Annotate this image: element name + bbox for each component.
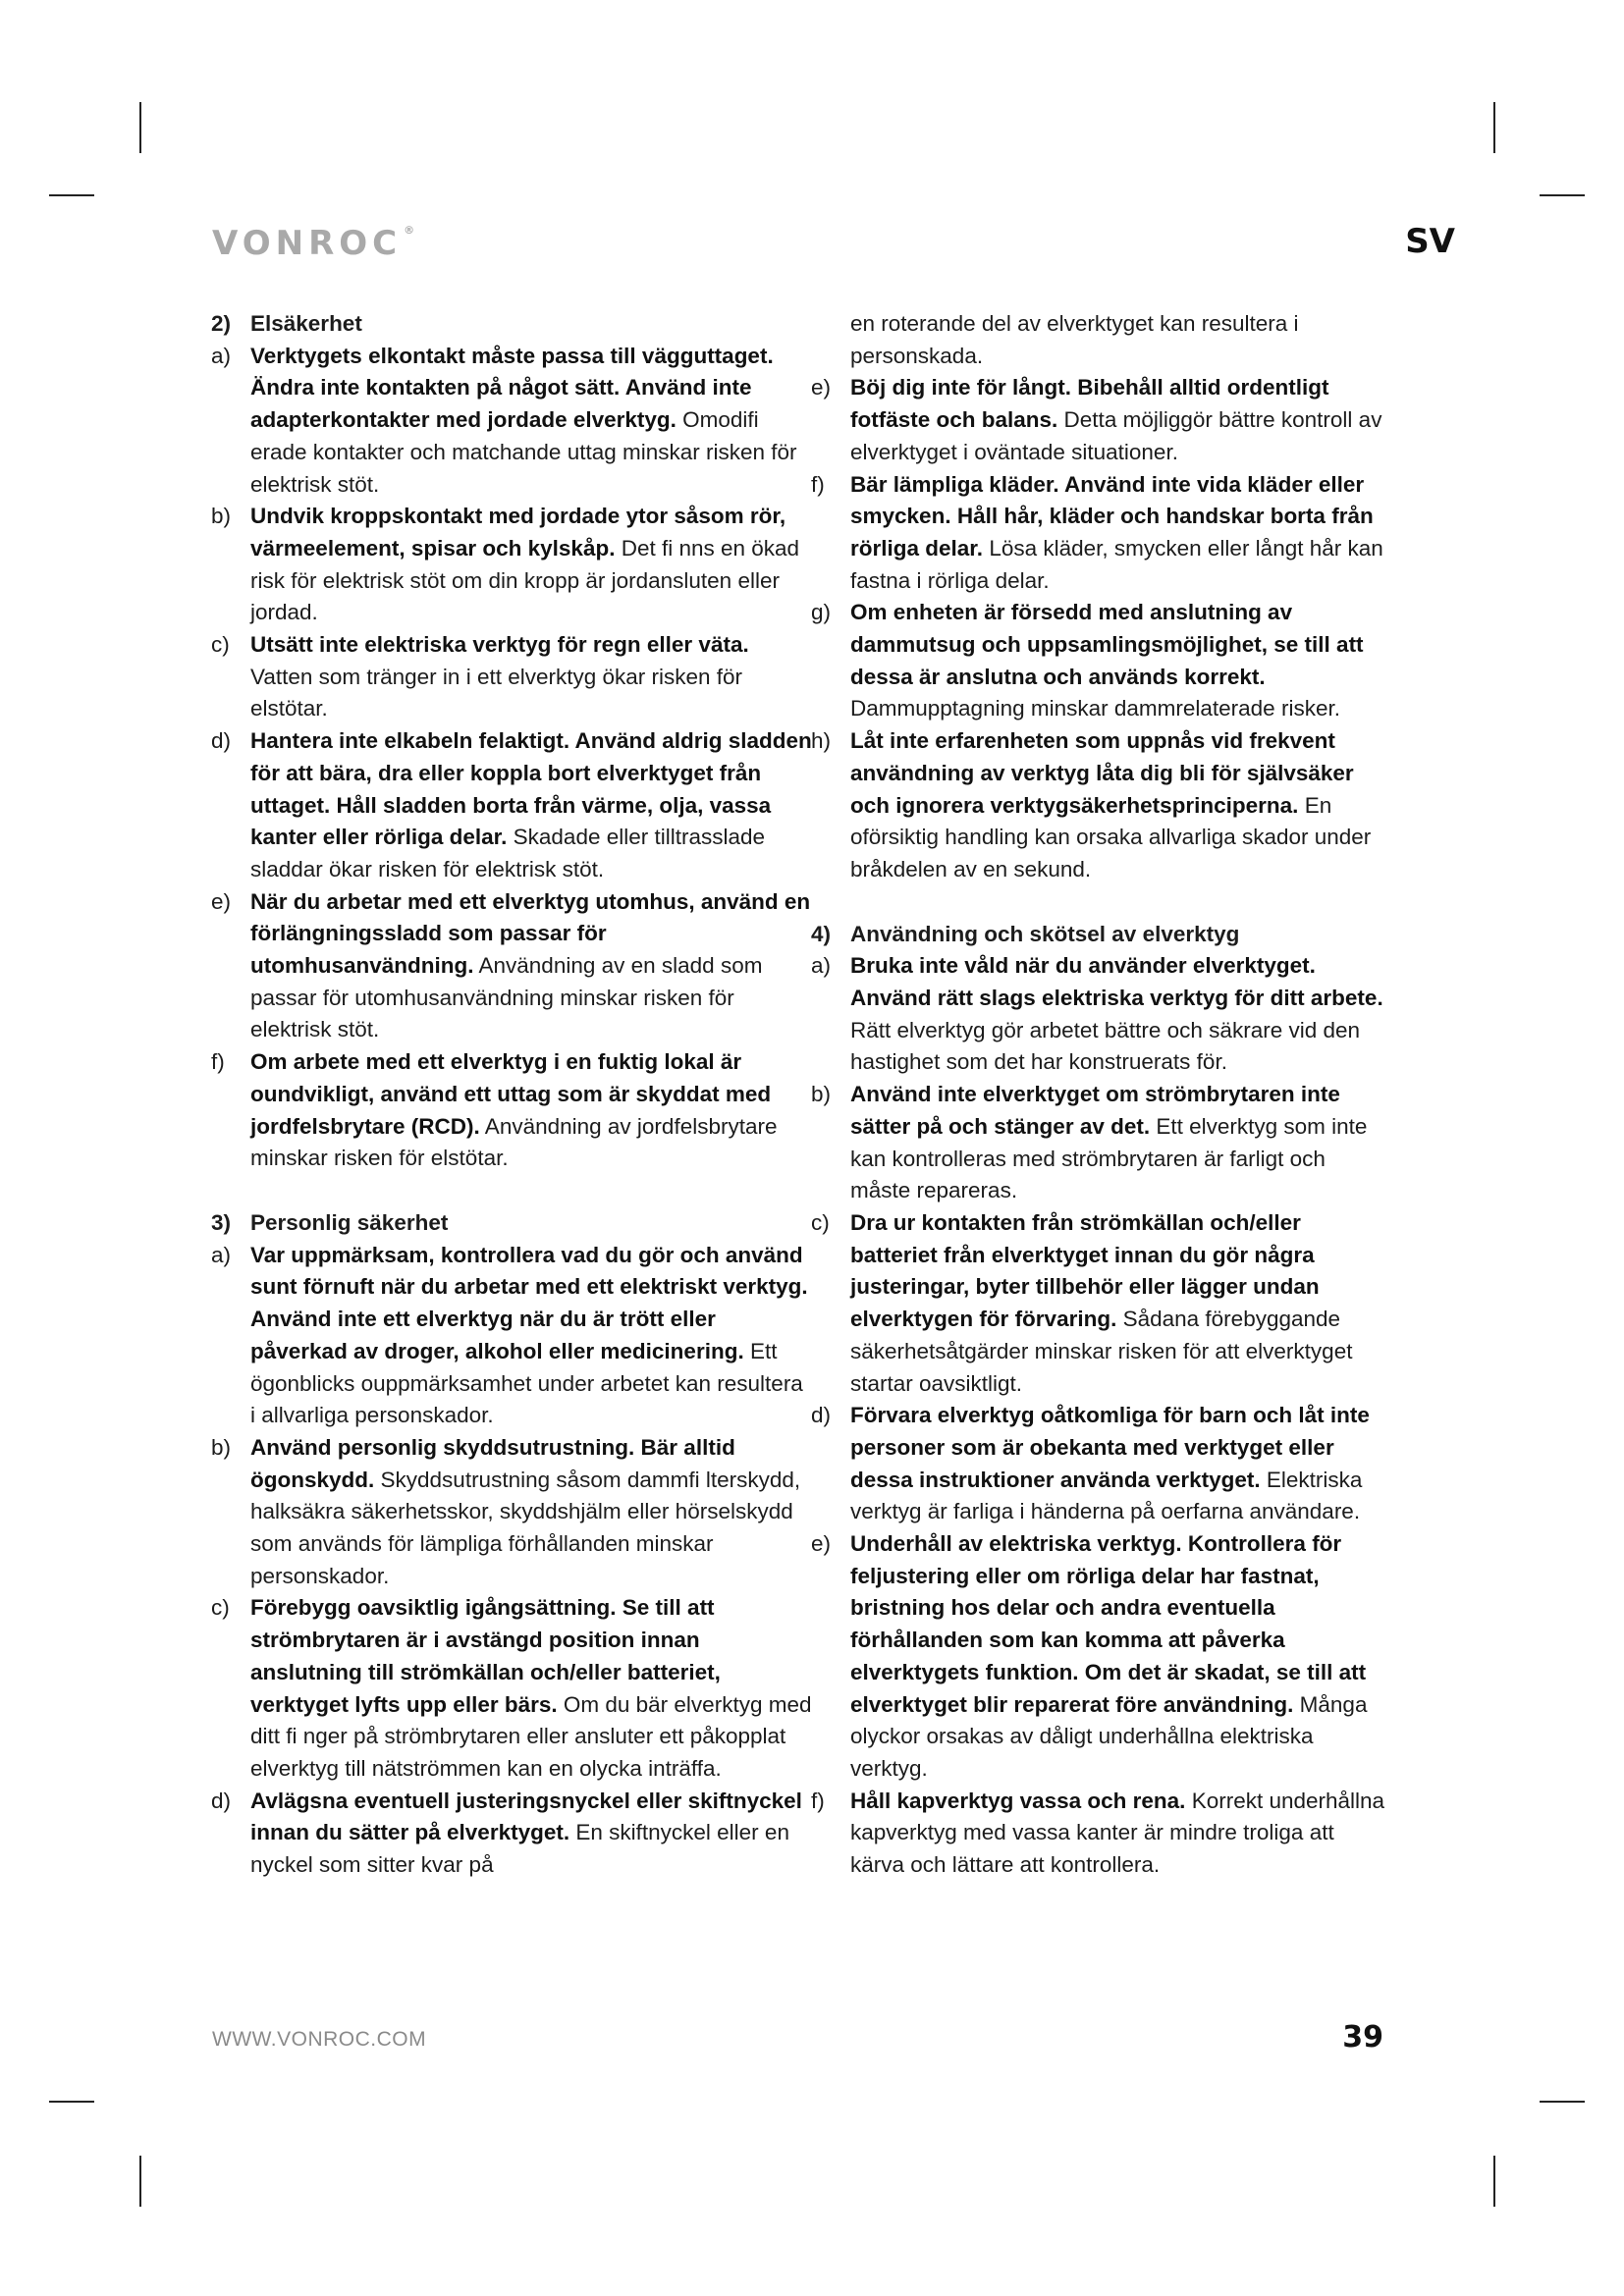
item-instruction: Om arbete med ett elverktyg i en fuktig lokal är oundvikligt, använd ett uttag som är skyddat med jordfelsbrytare (RCD). [250,1049,772,1139]
item-instruction: Dra ur kontakten från strömkällan och/eller batteriet från elverktyget innan du gör några justeringar, byter tillbehör eller lägger undan elverktygen för förvaring. [850,1209,1320,1332]
item-label: a) [811,953,832,979]
crop-mark [139,2156,141,2207]
list-item [811,950,1390,1079]
item-instruction: Förebygg oavsiktlig igångsättning. Se till att strömbrytaren är i avstängd position innan anslutning till strömkällan och/eller batteriet, verktyget lyfts upp eller bärs. [250,1595,721,1717]
item-label: d) [811,1403,832,1428]
right-column [811,308,1390,1882]
list-item [811,1079,1390,1207]
item-label: c) [811,1209,830,1235]
item-label: c) [211,1595,230,1621]
list-item [811,1400,1390,1528]
item-explanation: Användning av en sladd som passar för utomhusanvändning minskar risken för elektrisk stöt. [250,953,763,1042]
item-instruction: Bär lämpliga kläder. Använd inte vida kläder eller smycken. Håll hår, kläder och handskar borta från rörliga delar. [850,471,1374,561]
section-heading: 4) Användning och skötsel av elverktyg [811,921,1240,946]
crop-mark [139,102,141,153]
continuation-text: en roterande del av elverktyget kan resultera i personskada. [850,311,1299,368]
section-3-list [211,1240,812,1882]
list-item [211,725,812,886]
list-item [811,725,1390,886]
item-explanation: Många olyckor orsakas av dåligt underhållna elektriska verktyg. [850,1691,1368,1781]
section-4-list [811,950,1390,1881]
list-item [811,1528,1390,1786]
item-label: d) [211,728,232,754]
item-explanation: Lösa kläder, smycken eller långt hår kan fastna i rörliga delar. [850,535,1383,593]
item-explanation: Användning av jordfelsbrytare minskar risken för elstötar. [250,1113,778,1171]
list-item [211,1046,812,1175]
crop-mark [1493,102,1495,153]
list-item [811,469,1390,598]
item-label: b) [211,1434,232,1460]
item-explanation: Det fi nns en ökad risk för elektrisk stöt om din kropp är jordansluten eller jordad. [250,535,800,625]
item-label: b) [211,504,232,529]
item-label: f) [211,1049,225,1075]
language-code: SV [1405,222,1455,261]
item-explanation: En skiftnyckel eller en nyckel som sitter kvar på [250,1820,789,1878]
list-item [211,1592,812,1785]
section-heading: 2) Elsäkerhet [211,311,362,336]
item-instruction: Använd inte elverktyget om strömbrytaren inte sätter på och stänger av det. [850,1082,1340,1139]
item-label: e) [211,888,232,914]
item-label: f) [811,1788,825,1813]
item-instruction: Hantera inte elkabeln felaktigt. Använd aldrig sladden för att bära, dra eller koppla bort elverktyget från uttaget. Håll sladden borta från värme, olja, vassa kanter eller rörliga delar. [250,728,812,850]
item-instruction: Undvik kroppskontakt med jordade ytor såsom rör, värmeelement, spisar och kylskåp. [250,504,786,561]
item-explanation: En oförsiktig handling kan orsaka allvarliga skador under bråkdelen av en sekund. [850,792,1372,881]
item-instruction: Avlägsna eventuell justeringsnyckel eller skiftnyckel innan du sätter på elverktyget. [250,1788,802,1845]
list-item [811,1207,1390,1400]
section-heading: 3) Personlig säkerhet [211,1209,449,1235]
item-explanation: Omodifi erade kontakter och matchande uttag minskar risken för elektrisk stöt. [250,407,797,497]
item-instruction: Använd personlig skyddsutrustning. Bär alltid ögonskydd. [250,1434,735,1492]
item-label: e) [811,375,832,400]
list-item [211,501,812,629]
item-instruction: Håll kapverktyg vassa och rena. [850,1788,1186,1813]
crop-mark [1493,2156,1495,2207]
item-explanation: Skyddsutrustning såsom dammfi lterskydd, halksäkra säkerhetsskor, skyddshjälm eller hörselskydd som används för lämpliga förhållanden minskar personskador. [250,1467,801,1588]
list-item [811,1786,1390,1882]
list-item [211,629,812,725]
item-label: g) [811,600,832,625]
item-explanation: Vatten som tränger in i ett elverktyg ökar risken för elstötar. [250,664,743,721]
item-instruction: Förvara elverktyg oåtkomliga för barn och låt inte personer som är obekanta med verktyget eller dessa instruktioner använda verktyget. [850,1403,1370,1492]
item-explanation: Rätt elverktyg gör arbetet bättre och säkrare vid den hastighet som det har konstruerats för. [850,1017,1361,1075]
item-explanation: Elektriska verktyg är farliga i händerna på oerfarna användare. [850,1467,1363,1524]
item-instruction: Underhåll av elektriska verktyg. Kontrollera för feljustering eller om rörliga delar har fastnat, bristning hos delar och andra eventuella förhållanden som kan komma att påverka elverktygets funktion. Om det är skadat, se till att elverktyget blir reparerat före användning. [850,1531,1367,1717]
item-instruction: Verktygets elkontakt måste passa till vägguttaget. Ändra inte kontakten på något sätt. Använd inte adapterkontakter med jordade elverktyg. [250,343,774,433]
item-explanation: Skadade eller tilltrasslade sladdar ökar risken för elektrisk stöt. [250,825,766,881]
item-explanation: Korrekt underhållna kapverktyg med vassa kanter är mindre troliga att kärva och lättare att kontrollera. [850,1788,1385,1878]
crop-mark [49,2101,94,2103]
item-label: d) [211,1788,232,1813]
item-instruction: Var uppmärksam, kontrollera vad du gör och använd sunt förnuft när du arbetar med ett elektriskt verktyg. Använd inte ett elverktyg när du är trött eller påverkad av droger, alkohol eller medicinering. [250,1242,808,1363]
item-instruction: Bruka inte våld när du använder elverktyget. Använd rätt slags elektriska verktyg för ditt arbete. [850,953,1383,1011]
item-explanation: Sådana förebyggande säkerhetsåtgärder minskar risken för att elverktyget startar oavsiktligt. [850,1307,1353,1396]
item-explanation: Om du bär elverktyg med ditt fi nger på strömbrytaren eller ansluter ett påkopplat elverktyg till nätströmmen kan en olycka inträffa. [250,1691,812,1781]
item-label: e) [811,1531,832,1557]
section-2-list [211,341,812,1175]
list-item [211,1432,812,1593]
list-item [811,372,1390,468]
crop-mark [49,194,94,196]
list-item [811,597,1390,725]
list-item [211,1240,812,1432]
item-label: f) [811,471,825,497]
item-instruction: När du arbetar med ett elverktyg utomhus, använd en förlängningssladd som passar för utomhusanvändning. [250,888,811,979]
list-item [211,341,812,502]
crop-mark [1540,194,1585,196]
left-column [211,308,812,1882]
item-explanation: Ett ögonblicks ouppmärksamhet under arbetet kan resultera i allvarliga personskador. [250,1338,803,1428]
item-instruction: Böj dig inte för långt. Bibehåll alltid ordentligt fotfäste och balans. [850,375,1329,433]
brand-logo: VONROC ® [212,224,415,263]
item-label: h) [811,728,832,754]
section-3-list-continued [811,372,1390,885]
item-label: a) [211,1242,232,1267]
item-instruction: Låt inte erfarenheten som uppnås vid frekvent användning av verktyg låta dig bli för självsäker och ignorera verktygsäkerhetsprinciperna. [850,728,1354,818]
page-number: 39 [1342,2020,1383,2055]
item-label: a) [211,343,232,368]
item-explanation: Dammupptagning minskar dammrelaterade risker. [850,696,1340,721]
item-label: b) [811,1082,832,1107]
footer-url: WWW.VONROC.COM [212,2028,427,2051]
item-instruction: Utsätt inte elektriska verktyg för regn eller väta. [250,632,749,658]
item-instruction: Om enheten är försedd med anslutning av dammutsug och uppsamlingsmöjlighet, se till att dessa är anslutna och används korrekt. [850,600,1364,689]
item-explanation: Ett elverktyg som inte kan kontrolleras med strömbrytaren är farligt och måste repareras. [850,1113,1368,1203]
list-item [211,1786,812,1882]
item-label: c) [211,632,230,658]
item-explanation: Detta möjliggör bättre kontroll av elverktyget i oväntade situationer. [850,407,1382,464]
list-item [211,886,812,1047]
crop-mark [1540,2101,1585,2103]
